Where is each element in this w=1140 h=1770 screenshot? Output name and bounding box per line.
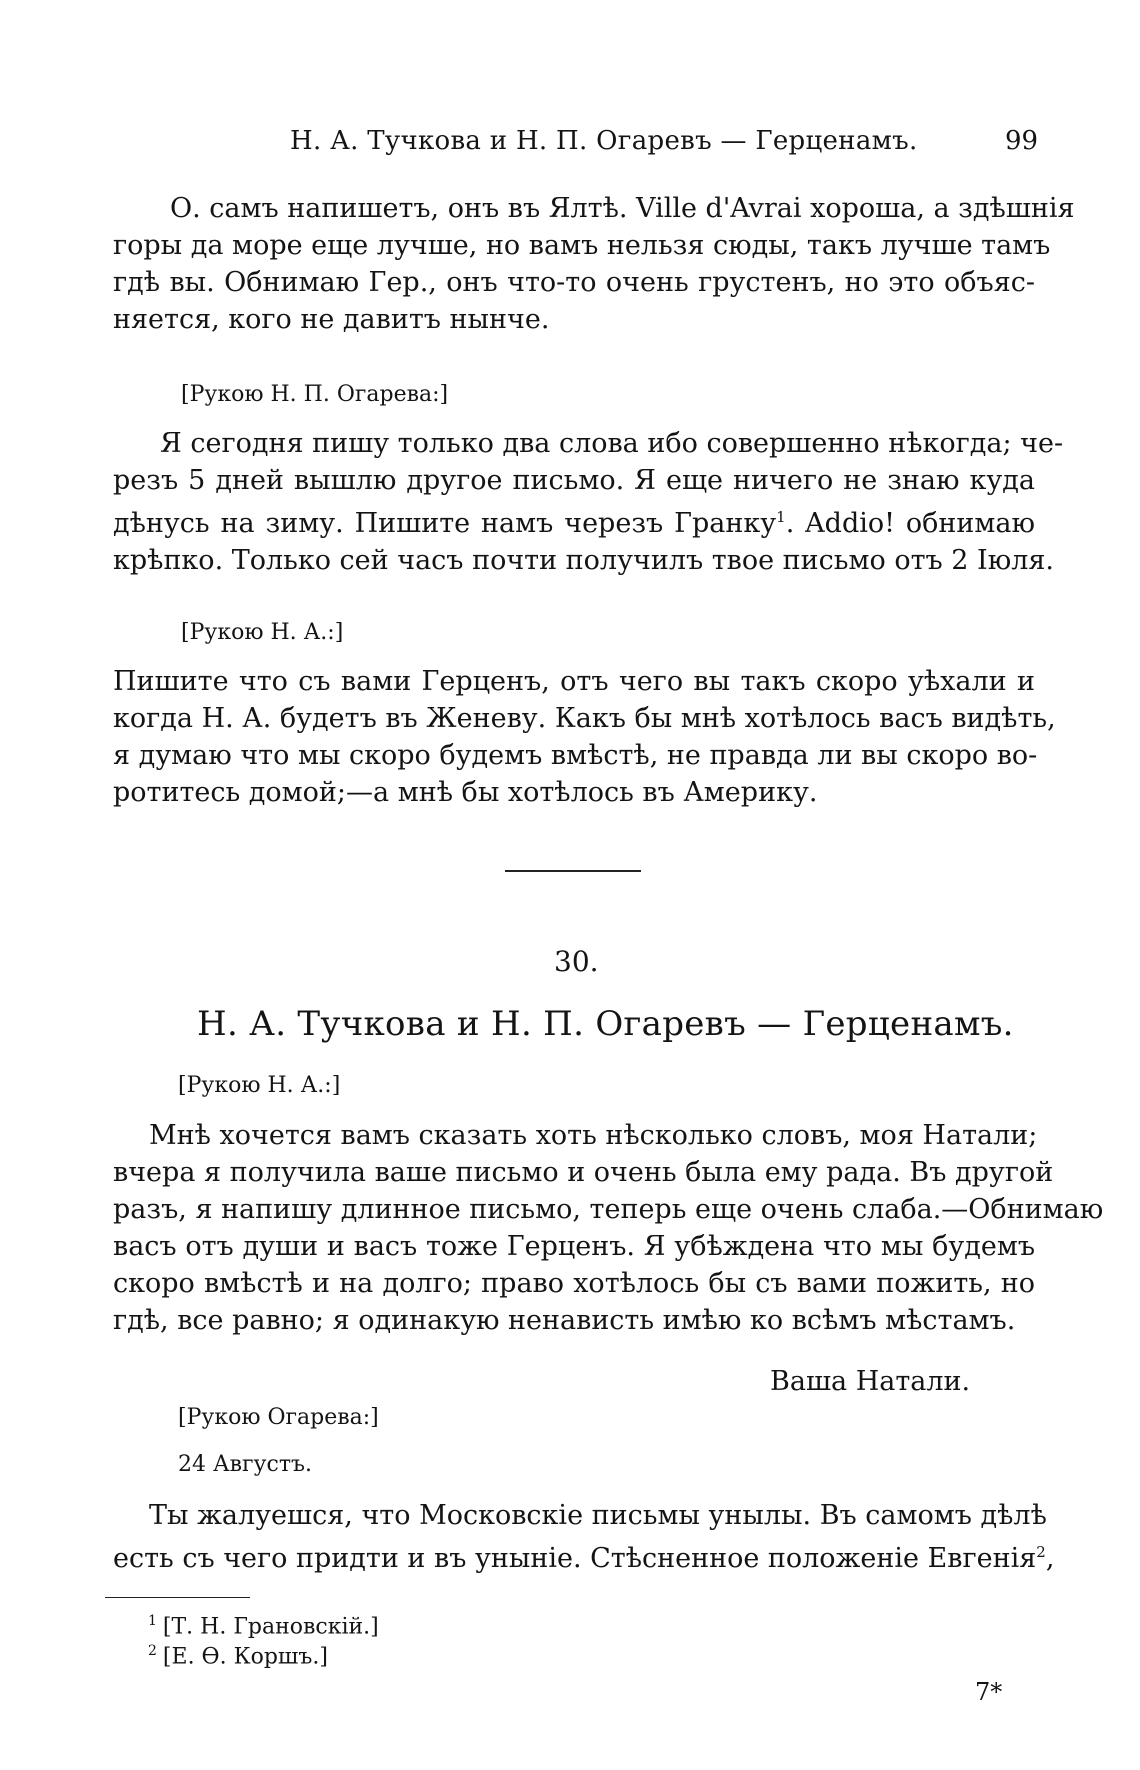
text-line: О. самъ напишетъ, онъ въ Ялтѣ. Ville d'Avrai хороша, а здѣшнія [170, 193, 1075, 224]
text-line: ротитесь домой;—а мнѣ бы хотѣлось въ Америку. [113, 777, 818, 808]
text-line-part: есть съ чего придти и въ уныніе. Стѣсненное положеніе Евгенія [113, 1543, 1037, 1574]
footnote-1 [148, 1613, 379, 1639]
paragraph-ogarev-text [113, 425, 1064, 579]
text-line: резъ 5 дней вышлю другое письмо. Я еще ничего не знаю куда [113, 465, 1035, 496]
footnote-rule [105, 1597, 250, 1598]
text-line [113, 499, 1035, 542]
text-line: няется, кого не давитъ нынче. [113, 304, 550, 335]
footnote-ref-1: 1 [776, 508, 786, 526]
paragraph-na-text [113, 663, 1056, 811]
letter-number: 30. [554, 945, 599, 978]
footnote-text: [Е. Ѳ. Коршъ.] [162, 1644, 328, 1670]
footnote-mark: 1 [148, 1613, 157, 1629]
text-line: вчера я получила ваше письмо и очень была ему рада. Въ другой [113, 1157, 1054, 1188]
text-line: Пишите что съ вами Герценъ, отъ чего вы такъ скоро уѣхали и [113, 666, 1035, 697]
page-number: 99 [1005, 126, 1039, 156]
text-line: васъ отъ души и васъ тоже Герценъ. Я убѣждена что мы будемъ [113, 1231, 1035, 1262]
footnote-text: [Т. Н. Грановскій.] [162, 1614, 379, 1640]
section-divider [505, 870, 641, 872]
text-line-part: дѣнусь на зиму. Пишите намъ черезъ Гранку [113, 508, 777, 539]
text-line-part: , [1045, 1543, 1055, 1574]
signature-mark: 7* [975, 1678, 1003, 1706]
text-line-part: . Addio! обнимаю [785, 508, 1035, 539]
paragraph-ogarev-note [113, 190, 1075, 338]
hand-label-na: [Рукою Н. А.:] [181, 620, 344, 645]
signature: Ваша Натали. [770, 1366, 971, 1397]
text-line: я думаю что мы скоро будемъ вмѣстѣ, не правда ли вы скоро во- [113, 740, 1038, 771]
text-line: разъ, я напишу длинное письмо, теперь еще очень слаба.—Обнимаю [113, 1194, 1104, 1225]
text-line: Мнѣ хочется вамъ сказать хоть нѣсколько словъ, моя Натали; [149, 1120, 1038, 1151]
text-line: гдѣ, все равно; я одинакую ненависть имѣю ко всѣмъ мѣстамъ. [113, 1305, 1016, 1336]
text-line [113, 1534, 1055, 1577]
hand-label-ogarev: [Рукою Н. П. Огарева:] [181, 382, 449, 407]
letter-title: Н. А. Тучкова и Н. П. Огаревъ — Герценамъ. [197, 1004, 1014, 1044]
date-line: 24 Августъ. [178, 1452, 312, 1477]
hand-label-ogarev: [Рукою Огарева:] [178, 1405, 379, 1430]
paragraph-natali-letter [113, 1117, 1104, 1339]
footnote-mark: 2 [148, 1643, 157, 1659]
text-line: когда Н. А. будетъ въ Женеву. Какъ бы мнѣ хотѣлось васъ видѣть, [113, 703, 1056, 734]
text-line: крѣпко. Только сей часъ почти получилъ твое письмо отъ 2 Іюля. [113, 545, 1054, 576]
text-line: Ты жалуешся, что Московскіе письмы унылы. Въ самомъ дѣлѣ [149, 1500, 1047, 1531]
hand-label-na: [Рукою Н. А.:] [178, 1073, 341, 1098]
text-line: Я сегодня пишу только два слова ибо совершенно нѣкогда; че- [160, 428, 1064, 459]
text-line: гдѣ вы. Обнимаю Гер., онъ что-то очень грустенъ, но это объяс- [113, 267, 1035, 298]
footnote-2 [148, 1643, 328, 1669]
text-line: скоро вмѣстѣ и на долго; право хотѣлось бы съ вами пожить, но [113, 1268, 1035, 1299]
text-line: горы да море еще лучше, но вамъ нельзя сюды, такъ лучше тамъ [113, 230, 1051, 261]
paragraph-ogarev-letter [113, 1497, 1055, 1577]
footnote-ref-2: 2 [1036, 1543, 1046, 1561]
running-title: Н. А. Тучкова и Н. П. Огаревъ — Герценамъ. [290, 126, 918, 156]
